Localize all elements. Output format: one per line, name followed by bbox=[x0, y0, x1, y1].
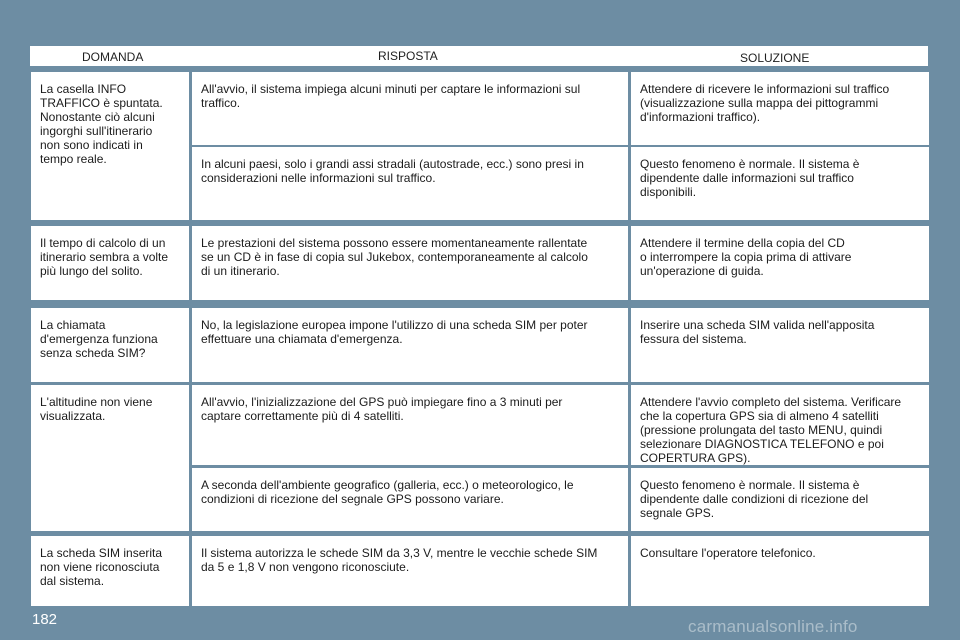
answer-cell: All'avvio, il sistema impiega alcuni minuti per captare le informazioni sul traffico. bbox=[192, 72, 628, 145]
answer-cell: All'avvio, l'inizializzazione del GPS può impiegare fino a 3 minuti per captare correttamente più di 4 satelliti. bbox=[192, 385, 628, 465]
header-risposta: RISPOSTA bbox=[378, 49, 438, 63]
solution-cell: Consultare l'operatore telefonico. bbox=[631, 536, 929, 606]
question-cell: La scheda SIM inserita non viene riconosciuta dal sistema. bbox=[31, 536, 189, 606]
answer-cell: Il sistema autorizza le schede SIM da 3,3 V, mentre le vecchie schede SIM da 5 e 1,8 V non vengono riconosciute. bbox=[192, 536, 628, 606]
header-soluzione: SOLUZIONE bbox=[740, 51, 810, 65]
question-cell: L'altitudine non viene visualizzata. bbox=[31, 385, 189, 531]
solution-cell: Attendere l'avvio completo del sistema. Verificare che la copertura GPS sia di almeno 4 satelliti (pressione prolungata del tasto MENU, quindi selezionare DIAGNOSTICA TELEFONO e poi COPERTURA GPS). bbox=[631, 385, 929, 465]
question-cell: La casella INFO TRAFFICO è spuntata. Nonostante ciò alcuni ingorghi sull'itinerario non sono indicati in tempo reale. bbox=[31, 72, 189, 220]
answer-cell: In alcuni paesi, solo i grandi assi stradali (autostrade, ecc.) sono presi in considerazioni nelle informazioni sul traffico. bbox=[192, 147, 628, 220]
answer-cell: A seconda dell'ambiente geografico (galleria, ecc.) o meteorologico, le condizioni di ricezione del segnale GPS possono variare. bbox=[192, 468, 628, 531]
solution-cell: Attendere il termine della copia del CD o interrompere la copia prima di attivare un'operazione di guida. bbox=[631, 226, 929, 300]
page-number: 182 bbox=[32, 611, 58, 628]
question-cell: La chiamata d'emergenza funziona senza scheda SIM? bbox=[31, 308, 189, 382]
header-domanda: DOMANDA bbox=[82, 50, 144, 64]
solution-cell: Questo fenomeno è normale. Il sistema è dipendente dalle informazioni sul traffico disponibili. bbox=[631, 147, 929, 220]
solution-cell: Attendere di ricevere le informazioni sul traffico (visualizzazione sulla mappa dei pittogrammi d'informazioni traffico). bbox=[631, 72, 929, 145]
table-header bbox=[30, 46, 928, 66]
answer-cell: No, la legislazione europea impone l'utilizzo di una scheda SIM per poter effettuare una chiamata d'emergenza. bbox=[192, 308, 628, 382]
answer-cell: Le prestazioni del sistema possono essere momentaneamente rallentate se un CD è in fase di copia sul Jukebox, contemporaneamente al calcolo di un itinerario. bbox=[192, 226, 628, 300]
solution-cell: Questo fenomeno è normale. Il sistema è dipendente dalle condizioni di ricezione del segnale GPS. bbox=[631, 468, 929, 531]
question-cell: Il tempo di calcolo di un itinerario sembra a volte più lungo del solito. bbox=[31, 226, 189, 300]
watermark: carmanualsonline.info bbox=[688, 617, 858, 636]
solution-cell: Inserire una scheda SIM valida nell'apposita fessura del sistema. bbox=[631, 308, 929, 382]
